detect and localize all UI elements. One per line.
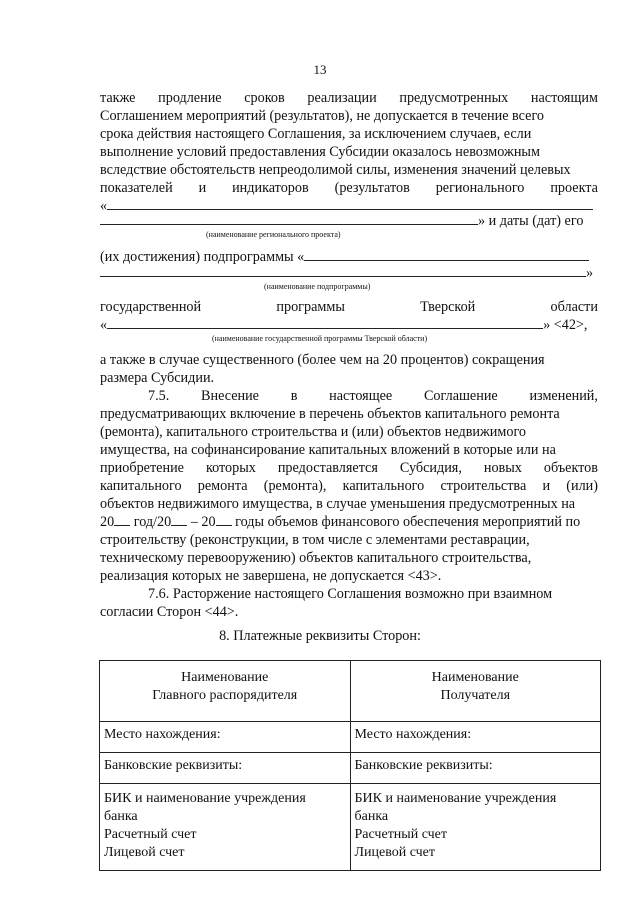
word: и bbox=[198, 180, 207, 196]
paragraph-line bbox=[100, 477, 598, 495]
blank-underline bbox=[304, 248, 589, 261]
year-prefix: год/20 bbox=[130, 514, 172, 530]
paragraph-line: (ремонта), капитального строительства и (или) объектов недвижимого bbox=[100, 424, 527, 440]
word: программы bbox=[276, 299, 345, 315]
location-cell: Место нахождения: bbox=[100, 722, 351, 753]
header-cell-recipient bbox=[350, 661, 601, 722]
cell-line: банка bbox=[354, 809, 389, 824]
word: регионального bbox=[435, 180, 525, 196]
word: в bbox=[290, 388, 298, 404]
quote-mark: « bbox=[100, 317, 108, 333]
paragraph-line bbox=[148, 387, 598, 405]
caption-subprogram: (наименование подпрограммы) bbox=[264, 282, 371, 291]
cell-line: БИК и наименование учреждения bbox=[104, 791, 306, 806]
paragraph-line: объектов недвижимого имущества, в случае уменьшения предусмотренных на bbox=[100, 496, 576, 512]
page-number: 13 bbox=[313, 62, 327, 77]
subprogram-label: (их достижения) подпрограммы « bbox=[100, 249, 305, 265]
word: области bbox=[550, 299, 598, 315]
quote-mark: « bbox=[100, 198, 108, 214]
paragraph-line bbox=[100, 179, 598, 197]
header-text: Наименование bbox=[181, 670, 269, 685]
table-row bbox=[100, 753, 601, 784]
word: и bbox=[542, 478, 551, 494]
paragraph-line: вследствие обстоятельств непреодолимой силы, изменения значений целевых bbox=[100, 162, 571, 178]
word: которых bbox=[205, 460, 256, 476]
word: реализации bbox=[307, 90, 377, 106]
paragraph-line: Соглашением мероприятий (результатов), не допускается в течение всего bbox=[100, 108, 545, 124]
header-cell-main-manager bbox=[100, 661, 351, 722]
word: также bbox=[100, 90, 136, 106]
bank-accounts-cell bbox=[100, 784, 351, 871]
header-text: Получателя bbox=[440, 688, 511, 703]
paragraph-line: 7.6. Расторжение настоящего Соглашения возможно при взаимном bbox=[148, 586, 553, 602]
word: (или) bbox=[566, 478, 598, 494]
word: (результатов bbox=[334, 180, 410, 196]
paragraph-line-years bbox=[100, 513, 598, 531]
word: Субсидия, bbox=[399, 460, 462, 476]
word: Внесение bbox=[201, 388, 259, 404]
clause-number: 7.5. bbox=[148, 388, 170, 404]
word: изменений, bbox=[529, 388, 598, 404]
paragraph-line bbox=[100, 459, 598, 477]
payment-details-table bbox=[99, 660, 601, 871]
table-row bbox=[100, 722, 601, 753]
paragraph-line bbox=[100, 89, 598, 107]
blank-underline bbox=[216, 513, 232, 526]
word: государственной bbox=[100, 299, 202, 315]
year-prefix: 20 bbox=[100, 514, 115, 530]
bank-accounts-cell bbox=[350, 784, 601, 871]
cell-line: Расчетный счет bbox=[354, 827, 448, 842]
word: строительства bbox=[440, 478, 527, 494]
header-text: Главного распорядителя bbox=[152, 688, 298, 703]
word: предоставляется bbox=[277, 460, 378, 476]
word: (ремонта), bbox=[263, 478, 327, 494]
word: продление bbox=[158, 90, 222, 106]
paragraph-line: выполнение условий предоставления Субсидии оказалось невозможным bbox=[100, 144, 540, 160]
blank-underline bbox=[114, 513, 130, 526]
table-row bbox=[100, 784, 601, 871]
blank-underline bbox=[171, 513, 187, 526]
paragraph-line: а также в случае существенного (более чем на 20 процентов) сокращения bbox=[100, 352, 545, 368]
blank-underline bbox=[107, 197, 593, 210]
paragraph-line: размера Субсидии. bbox=[100, 370, 215, 386]
year-prefix: – 20 bbox=[187, 514, 216, 530]
word: новых bbox=[483, 460, 522, 476]
caption-regional-project: (наименование регионального проекта) bbox=[206, 230, 341, 239]
blank-underline bbox=[107, 316, 543, 329]
word: капитального bbox=[100, 478, 182, 494]
word: показателей bbox=[100, 180, 173, 196]
word: объектов bbox=[543, 460, 598, 476]
fill-in-line-project-cont bbox=[100, 212, 598, 230]
paragraph-line: строительству (реконструкции, в том числе с элементами реставрации, bbox=[100, 532, 530, 548]
word: проекта bbox=[550, 180, 598, 196]
caption-state-program: (наименование государственной программы Тверской области) bbox=[212, 334, 428, 343]
word: индикаторов bbox=[232, 180, 309, 196]
blank-underline bbox=[100, 264, 586, 277]
paragraph-line: срока действия настоящего Соглашения, за исключением случаев, если bbox=[100, 126, 532, 142]
bank-details-cell: Банковские реквизиты: bbox=[100, 753, 351, 784]
cell-line: БИК и наименование учреждения bbox=[354, 791, 557, 806]
cell-line: банка bbox=[104, 809, 138, 824]
word: Соглашение bbox=[423, 388, 498, 404]
paragraph-line bbox=[100, 298, 598, 316]
location-cell: Место нахождения: bbox=[350, 722, 601, 753]
paragraph-line: техническому перевооружению) объектов капитального строительства, bbox=[100, 550, 532, 566]
fill-in-line-program bbox=[100, 316, 598, 334]
line-text: годы объемов финансового обеспечения мероприятий по bbox=[231, 514, 581, 530]
paragraph-line: имущества, на софинансирование капитальных вложений в которые или на bbox=[100, 442, 556, 458]
word: приобретение bbox=[100, 460, 184, 476]
word: настоящее bbox=[329, 388, 393, 404]
table-row bbox=[100, 661, 601, 722]
word: настоящим bbox=[530, 90, 598, 106]
bank-details-cell: Банковские реквизиты: bbox=[350, 753, 601, 784]
fill-in-line-subprogram-cont bbox=[100, 264, 598, 282]
cell-line: Лицевой счет bbox=[104, 845, 185, 860]
paragraph-line: реализация которых не завершена, не допускается <43>. bbox=[100, 568, 442, 584]
blank-underline bbox=[100, 212, 478, 225]
word: капитального bbox=[342, 478, 425, 494]
word: сроков bbox=[244, 90, 285, 106]
word: Тверской bbox=[420, 299, 476, 315]
date-text: » и даты (дат) его bbox=[478, 213, 584, 229]
word: предусмотренных bbox=[399, 90, 509, 106]
header-text: Наименование bbox=[431, 670, 519, 685]
paragraph-line: предусматривающих включение в перечень объектов капитального ремонта bbox=[100, 406, 560, 422]
cell-line: Расчетный счет bbox=[104, 827, 197, 842]
footnote-ref: » <42>, bbox=[543, 317, 588, 333]
quote-mark: » bbox=[586, 265, 594, 281]
paragraph-line: согласии Сторон <44>. bbox=[100, 604, 239, 620]
word: ремонта bbox=[197, 478, 248, 494]
cell-line: Лицевой счет bbox=[354, 845, 436, 860]
section-8-heading: 8. Платежные реквизиты Сторон: bbox=[219, 628, 421, 644]
